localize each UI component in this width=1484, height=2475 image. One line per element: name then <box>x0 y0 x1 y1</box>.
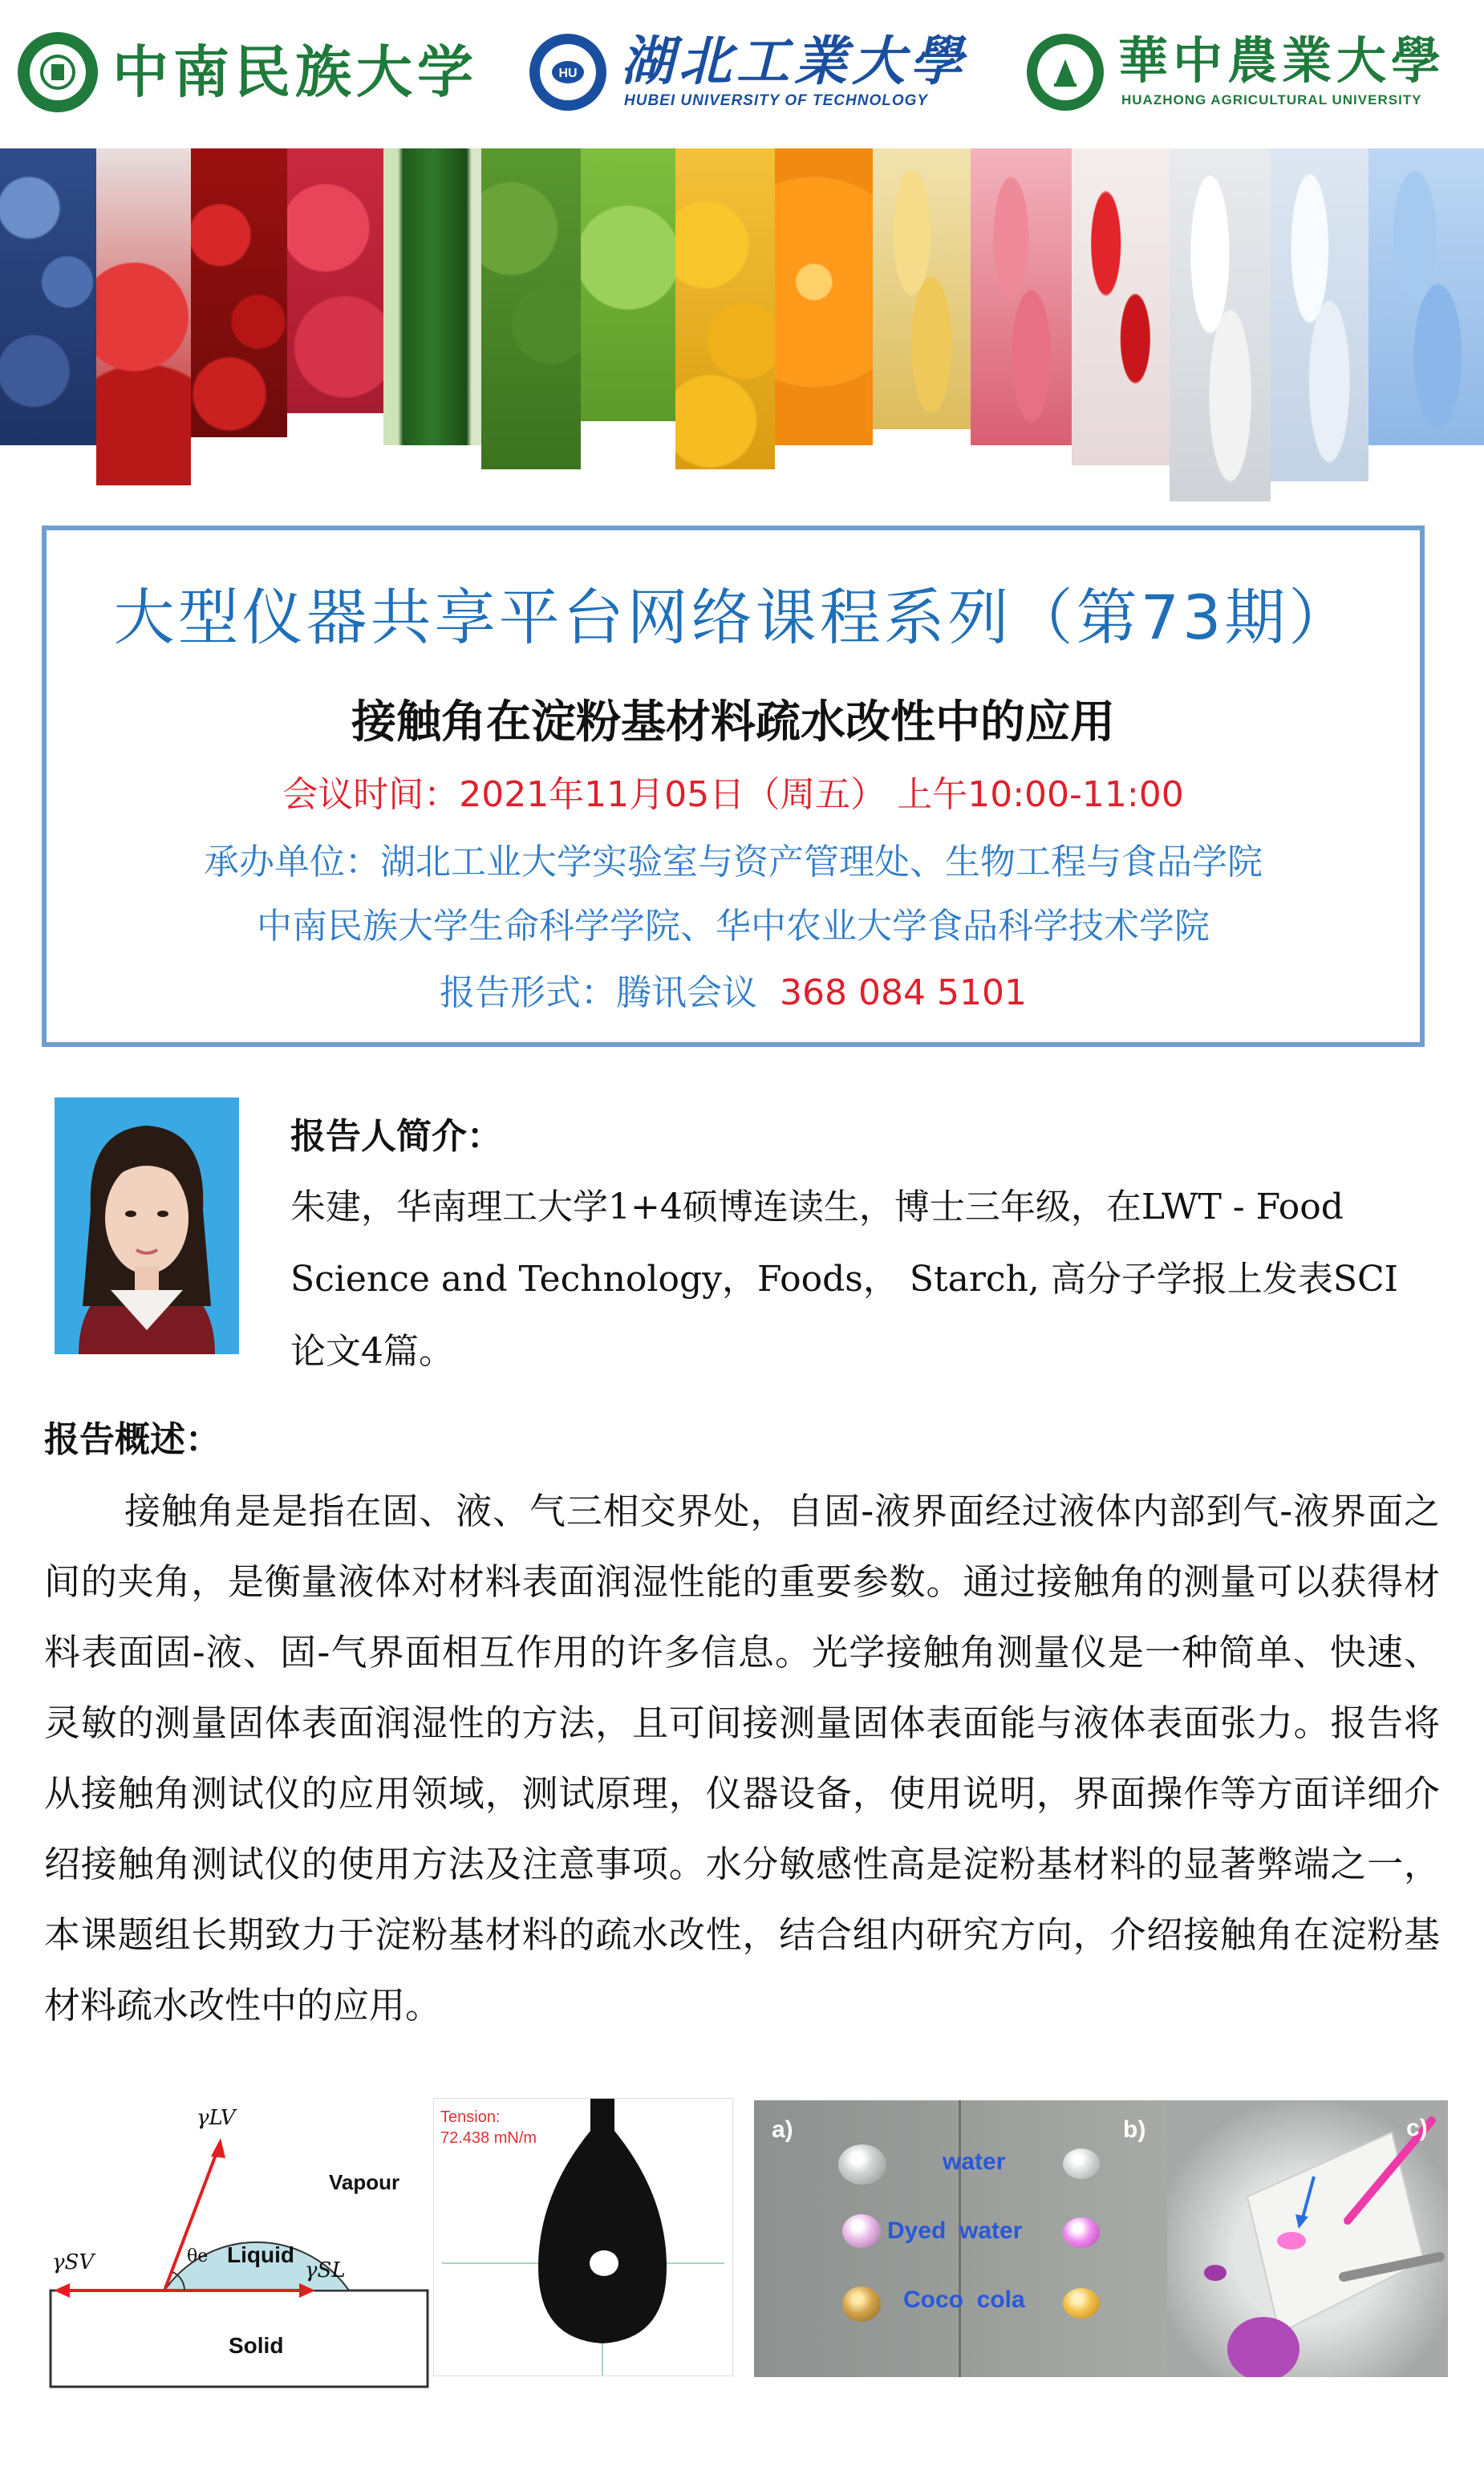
pendant-drop-image <box>433 2098 733 2376</box>
panel-c-label: c) <box>1406 2115 1428 2141</box>
meeting-format-label: 报告形式：腾讯会议 <box>440 972 758 1013</box>
tension-value: 72.438 mN/m <box>440 2129 537 2147</box>
dyed-water-label: Dyed water <box>887 2217 1023 2244</box>
water-label: water <box>943 2148 1006 2175</box>
white-capsules-image <box>1271 148 1368 481</box>
gamma-lv-label: γLV <box>197 2106 236 2130</box>
hzau-seal-icon <box>1027 34 1104 111</box>
tension-label: Tension: <box>440 2108 501 2126</box>
scuec-seal-icon <box>18 32 98 112</box>
cherries-image <box>96 148 191 485</box>
series-title: 大型仪器共享平台网络课程系列（第73期） <box>113 582 1353 653</box>
red-capsules-image <box>1072 148 1170 465</box>
cucumber-image <box>383 148 481 445</box>
coco-cola-label: Coco cola <box>903 2286 1025 2313</box>
gamma-sl-label: γSL <box>305 2258 346 2282</box>
logo-scuec <box>18 24 478 120</box>
dyed-drop-b-icon <box>1063 2217 1100 2248</box>
liquid-label: Liquid <box>227 2242 294 2267</box>
broccoli-image <box>481 148 581 469</box>
droplet-comparison-photo <box>754 2100 1167 2377</box>
panel-b-label: b) <box>1123 2116 1146 2143</box>
panel-a-label: a) <box>772 2116 793 2143</box>
meeting-id: 368 084 5101 <box>780 972 1027 1013</box>
overview-text: 接触角是是指在固、液、气三相交界处，自固-液界面经过液体内部到气-液界面之间的夹角，是衡量液体对材料表面润湿性能的重要参数。通过接触角的测量可以获得材料表面固-液、固-气界面相互作用的许多信息。光学接触角测量仪是一种简单、快速、灵敏的测量固体表面润湿性的方法，且可间接测量固体表面能与液体表面张力。报告将从接触角测试仪的应用领域，测试原理，仪器设备，使用说明，界面操作等方面详细介绍接触角测试仪的使用方法及注意事项。水分敏感性高是淀粉基材料的显著弊端之一，本课题组长期致力于淀粉基材料的疏水改性，结合组内研究方向，介绍接触角在淀粉基材料疏水改性中的应用。 <box>44 1490 1440 2027</box>
hzau-subtitle: HUAZHONG AGRICULTURAL UNIVERSITY <box>1121 92 1422 108</box>
hzau-name: 華中農業大學 <box>1118 31 1446 90</box>
yellow-fruit-image <box>675 148 775 469</box>
logo-hbut <box>529 24 967 120</box>
dyed-drop-a-icon <box>842 2214 881 2248</box>
speaker-photo <box>55 1098 239 1354</box>
water-drop-a-icon <box>838 2144 886 2185</box>
fruit-and-pill-banner <box>0 148 1484 513</box>
gamma-sv-label: γSV <box>52 2250 95 2274</box>
vapour-label: Vapour <box>329 2170 400 2194</box>
theta-label: θe <box>187 2246 209 2266</box>
orange-slice-image <box>775 148 873 445</box>
svg-text:HU: HU <box>558 67 578 80</box>
talk-title: 接触角在淀粉基材料疏水改性中的应用 <box>351 696 1115 749</box>
pipette-drop-photo <box>1167 2100 1448 2377</box>
red-berries-image <box>191 148 287 437</box>
meeting-time-value: 2021年11月05日（周五） 上午10:00-11:00 <box>459 774 1184 815</box>
solid-label: Solid <box>229 2333 284 2358</box>
white-tablets-image <box>1170 148 1271 501</box>
hbut-seal-icon <box>529 34 606 111</box>
cola-drop-b-icon <box>1063 2288 1100 2319</box>
hbut-name: 湖北工業大學 <box>621 30 967 92</box>
meeting-time <box>47 765 1420 817</box>
pink-tablets-image <box>971 148 1072 445</box>
event-info-box <box>42 525 1425 1047</box>
light-blue-tablets-image <box>1368 148 1484 445</box>
contact-angle-diagram <box>44 2094 437 2395</box>
raspberries-image <box>287 148 383 413</box>
gel-capsules-image <box>873 148 971 429</box>
speaker-heading: 报告人简介： <box>290 1116 502 1157</box>
overview-heading: 报告概述： <box>44 1419 221 1460</box>
cola-drop-a-icon <box>842 2286 881 2322</box>
meeting-time-label: 会议时间： <box>282 774 460 815</box>
blueberries-image <box>0 148 96 445</box>
scuec-name: 中南民族大学 <box>112 39 478 105</box>
host-line-1: 承办单位：湖北工业大学实验室与资产管理处、生物工程与食品学院 <box>204 842 1263 882</box>
hbut-subtitle: HUBEI UNIVERSITY OF TECHNOLOGY <box>624 92 929 109</box>
water-drop-b-icon <box>1063 2148 1100 2179</box>
lettuce-image <box>581 148 675 421</box>
logo-hzau <box>1027 24 1445 120</box>
meeting-format <box>47 964 1420 1015</box>
speaker-bio: 朱建，华南理工大学1+4硕博连读生，博士三年级，在LWT - Food Science and Technology，Foods， Starch, 高分子学报上发表SCI论文4篇。 <box>290 1187 1399 1372</box>
host-line-2: 中南民族大学生命科学学院、华中农业大学食品科学技术学院 <box>257 906 1210 947</box>
